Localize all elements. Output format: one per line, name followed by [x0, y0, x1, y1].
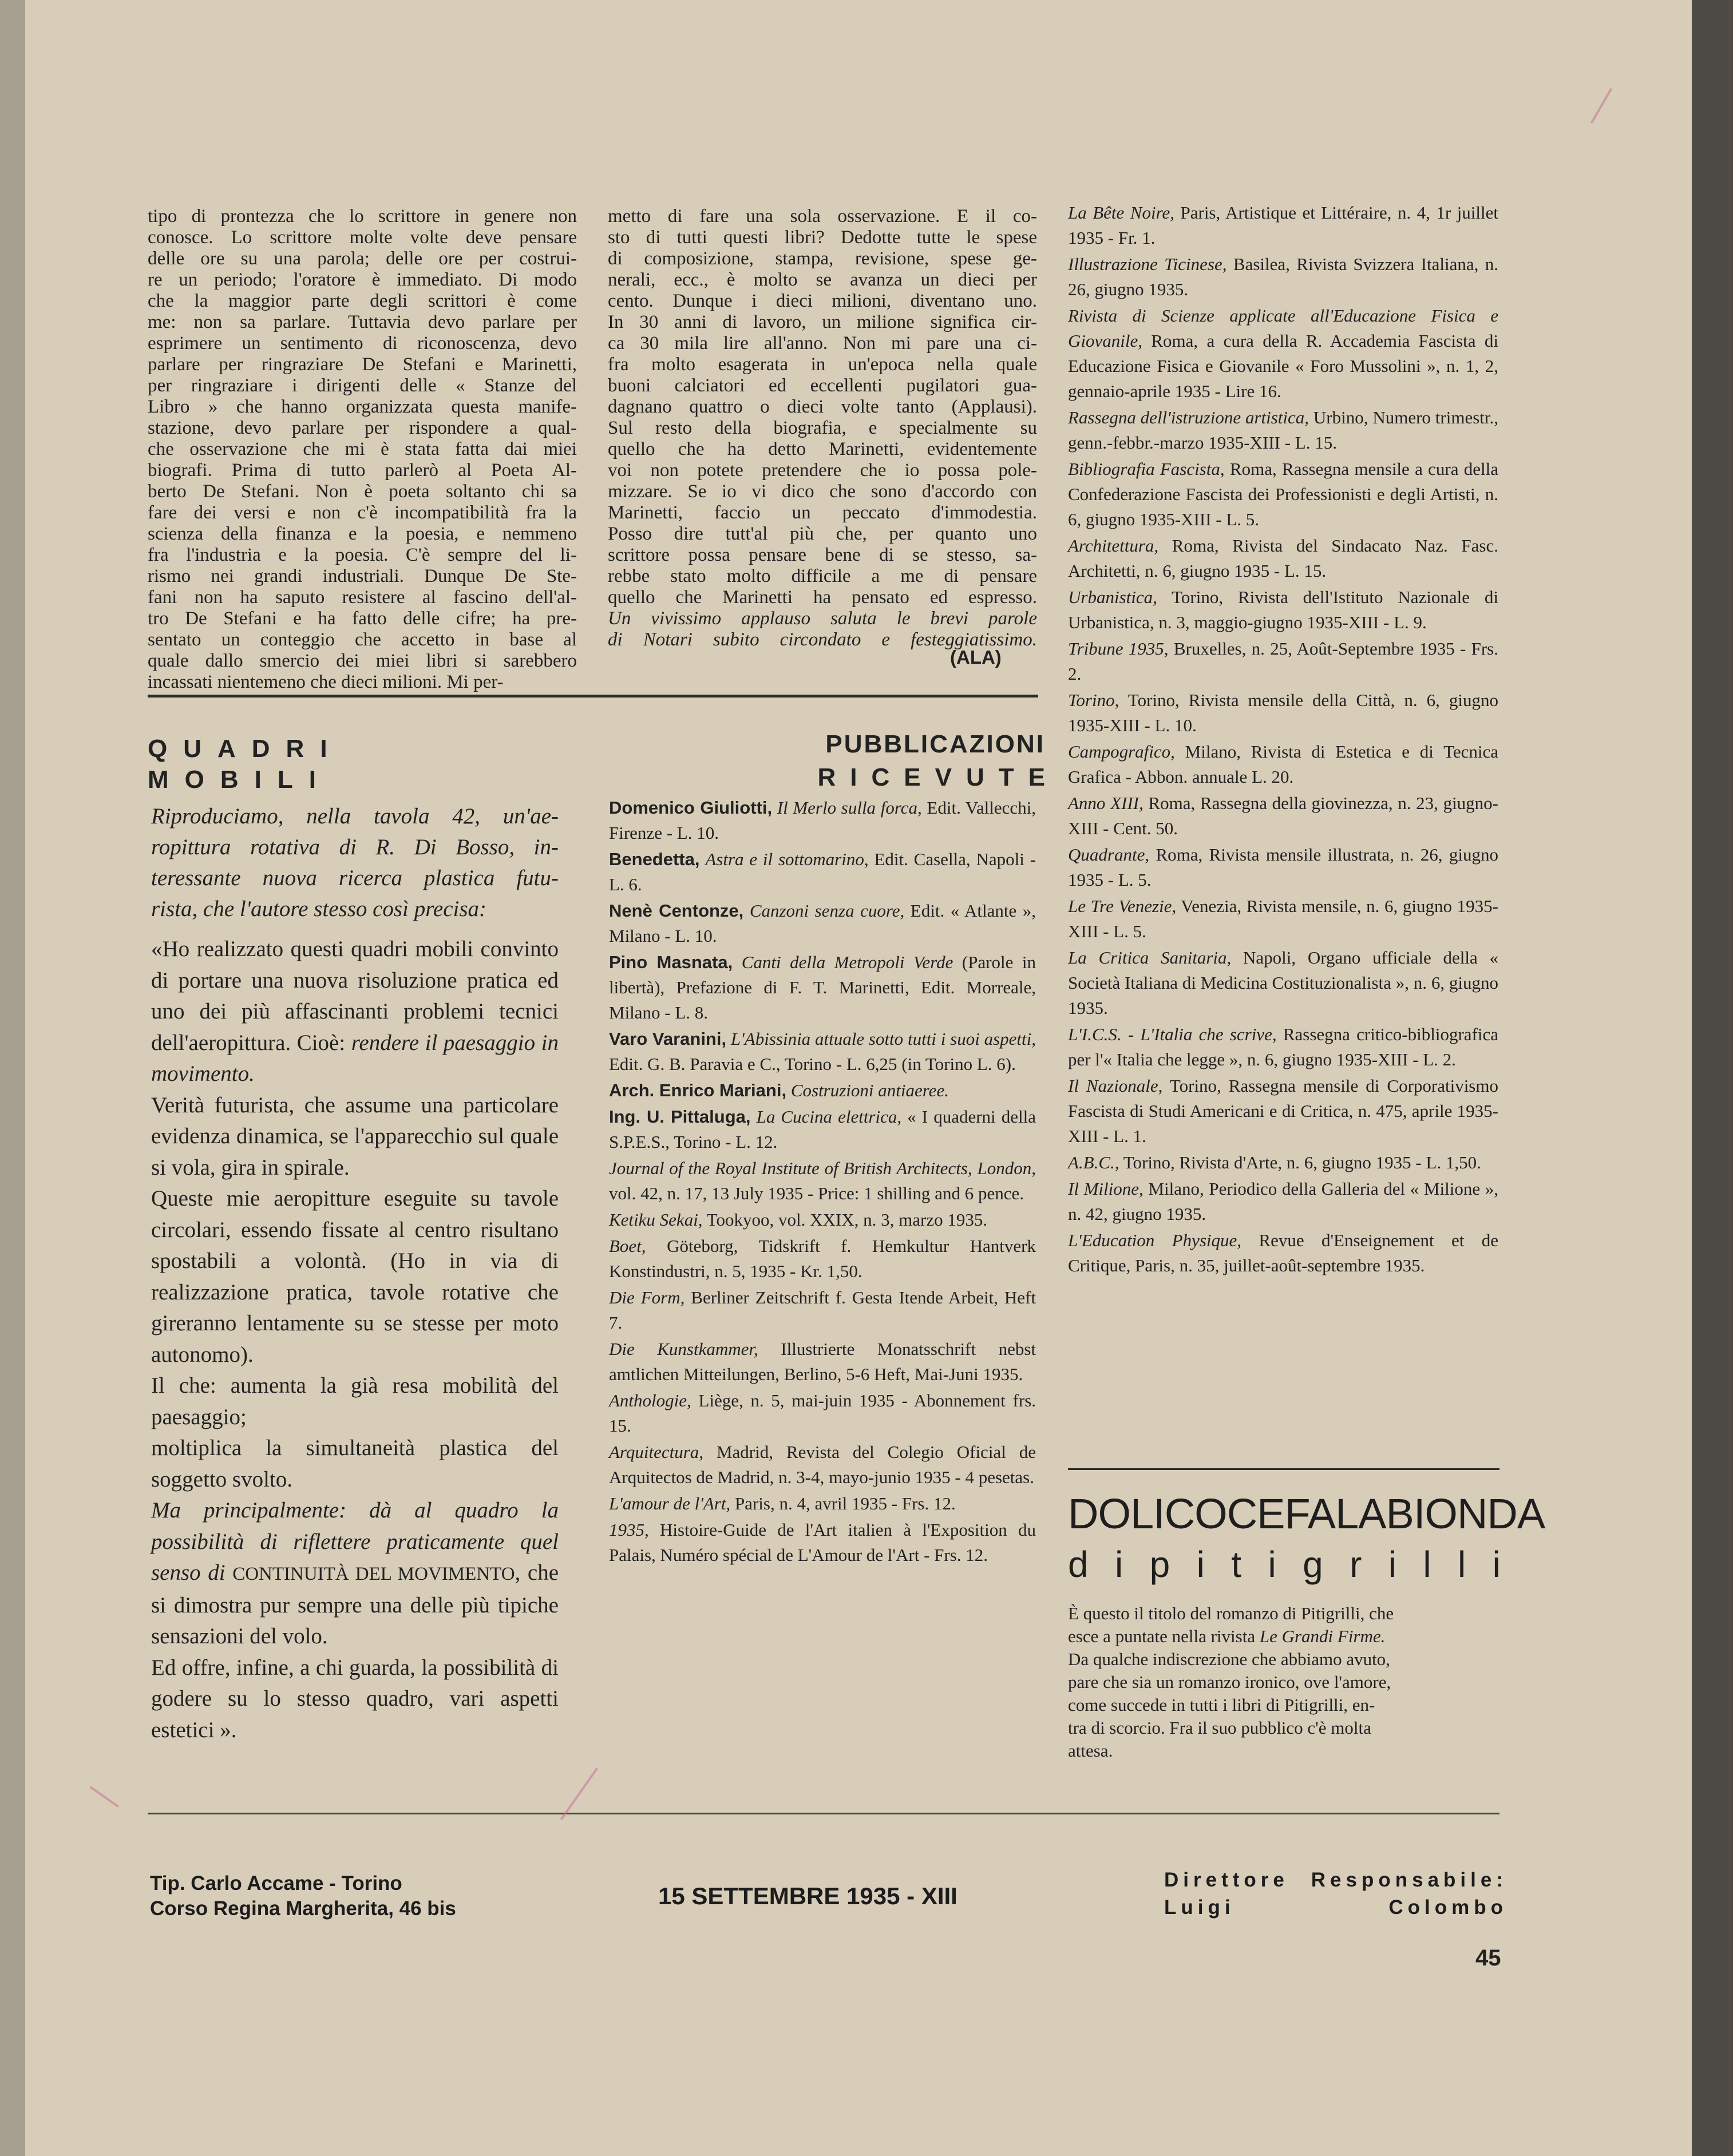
- text-line: conosce. Lo scrittore molte volte deve pensare: [148, 227, 577, 248]
- quadri-paragraph: Ma principalmente: dà al quadro la possibilità di riflettere praticamente quel senso di CONTINUITÀ DEL MOVIMENTO, che si dimostra pur sempre una delle più tipiche sensazioni del volo.: [151, 1498, 559, 1648]
- publication-entry: Urbanistica, Torino, Rivista dell'Istituto Nazionale di Urbanistica, n. 3, maggio-giugno 1935-XIII - L. 9.: [1068, 587, 1498, 632]
- publication-entry: Nenè Centonze, Canzoni senza cuore, Edit. « Atlante », Milano - L. 10.: [609, 901, 1036, 946]
- publication-entry: L'Education Physique, Revue d'Enseignement et de Critique, Paris, n. 35, juillet-août-septembre 1935.: [1068, 1230, 1498, 1275]
- text-line: buoni calciatori ed eccellenti pugilatori gua-: [608, 375, 1037, 396]
- publication-entry: Domenico Giuliotti, Il Merlo sulla forca, Edit. Vallecchi, Firenze - L. 10.: [609, 798, 1036, 843]
- author-letter: i: [1115, 1544, 1123, 1585]
- quadri-paragraph: moltiplica la simultaneità plastica del soggetto svolto.: [151, 1436, 559, 1492]
- text-line: quello che Marinetti ha pensato ed espresso.: [608, 587, 1037, 608]
- publication-entry: Varo Varanini, L'Abissinia attuale sotto tutti i suoi aspetti, Edit. G. B. Paravia e C., Torino - L. 6,25 (in Torino L. 6).: [609, 1029, 1036, 1074]
- publication-entry: Tribune 1935, Bruxelles, n. 25, Août-Septembre 1935 - Frs. 2.: [1068, 639, 1498, 684]
- publication-entry: Torino, Torino, Rivista mensile della Città, n. 6, giugno 1935-XIII - L. 10.: [1068, 690, 1498, 735]
- publication-entry: Ketiku Sekai, Tookyoo, vol. XXIX, n. 3, marzo 1935.: [609, 1210, 988, 1230]
- text-line: di Notari subito circondato e festeggiatissimo.: [608, 629, 1037, 650]
- text-line: fani non ha saputo resistere al fascino dell'al-: [148, 587, 577, 608]
- publication-entry: Quadrante, Roma, Rivista mensile illustrata, n. 26, giugno 1935 - L. 5.: [1068, 845, 1499, 890]
- quadri-title-line-1: QUADRI: [148, 735, 343, 763]
- text-line: berto De Stefani. Non è poeta soltanto chi sa: [148, 481, 577, 502]
- article-signature: (ALA): [950, 647, 1002, 668]
- dolicocefala-author: [1068, 1541, 1501, 1587]
- text-line: rismo nei grandi industriali. Dunque De Ste-: [148, 566, 577, 586]
- text-line: delle ore su una parola; delle ore per costrui-: [148, 248, 577, 269]
- quadri-title-line-2: MOBILI: [148, 766, 332, 794]
- publication-entry: Rassegna dell'istruzione artistica, Urbino, Numero trimestr., genn.-febbr.-marzo 1935-XIII - L. 15.: [1068, 407, 1498, 453]
- text-line: quello che ha detto Marinetti, evidentemente: [608, 439, 1037, 459]
- scan-mark: [89, 1786, 118, 1808]
- publication-entry: Pino Masnata, Canti della Metropoli Verde (Parole in libertà), Prefazione di F. T. Marinetti, Edit. Morreale, Milano - L. 8.: [609, 952, 1036, 1022]
- text-line: esprimere un sentimento di riconoscenza, devo: [148, 333, 577, 354]
- dolicocefala-title-word: BIONDA: [1386, 1490, 1545, 1537]
- director-info: Direttore Responsabile: Luigi Colombo: [1164, 1869, 1508, 1919]
- publication-entry: Le Tre Venezie, Venezia, Rivista mensile, n. 6, giugno 1935-XIII - L. 5.: [1068, 896, 1498, 941]
- text-line: voi non potete pretendere che io possa pole-: [608, 460, 1037, 481]
- text-line: sto di tutti questi libri? Dedotte tutte le spese: [608, 227, 1037, 248]
- text-line: mizzare. Se io vi dico che sono d'accordo con: [608, 481, 1037, 502]
- publication-entry: Arquitectura, Madrid, Revista del Colegio Oficial de Arquitectos de Madrid, n. 3-4, mayo-junio 1935 - 4 pesetas.: [609, 1442, 1036, 1487]
- text-line: scrittore possa pensare bene di se stesso, sa-: [608, 545, 1037, 565]
- author-letter: i: [1492, 1544, 1501, 1585]
- text-line: fra molto esagerata in un'epoca nella quale: [608, 354, 1037, 375]
- author-letter: r: [1350, 1544, 1362, 1585]
- text-line: Libro » che hanno organizzata questa manife-: [148, 397, 577, 417]
- publication-entry: Illustrazione Ticinese, Basilea, Rivista Svizzera Italiana, n. 26, giugno 1935.: [1068, 254, 1498, 299]
- text-line: che osservazione che mi è stata fatta dai miei: [148, 439, 577, 459]
- author-letter: g: [1303, 1544, 1323, 1585]
- text-line: ca 30 mila lire all'anno. Non mi pare una ci-: [608, 333, 1037, 354]
- author-letter: l: [1458, 1544, 1466, 1585]
- pubblicazioni-title: [784, 728, 1059, 794]
- text-line: metto di fare una sola osservazione. E il co-: [608, 206, 1037, 227]
- text-line: Riproduciamo, nella tavola 42, un'ae-: [151, 804, 559, 829]
- publication-entry: Ing. U. Pittaluga, La Cucina elettrica, « I quaderni della S.P.E.S., Torino - L. 12.: [609, 1107, 1036, 1152]
- publication-entry: Die Kunstkammer, Illustrierte Monatsschrift nebst amtlichen Mitteilungen, Berlino, 5-6 Heft, Mai-Juni 1935.: [609, 1339, 1036, 1384]
- text-line: Posso dire tutt'al più che, per quanto uno: [608, 524, 1037, 544]
- text-line: rebbe stato molto difficile a me di pensare: [608, 566, 1037, 586]
- text-line: che la maggior parte degli scrittori è come: [148, 291, 577, 311]
- dolicocefala-title-word: DOLICOCEFALA: [1068, 1490, 1386, 1537]
- dolicocefala-title: [1068, 1490, 1545, 1538]
- text-line: parlare per ringraziare De Stefani e Marinetti,: [148, 354, 577, 375]
- author-letter: l: [1423, 1544, 1431, 1585]
- publication-entry: Rivista di Scienze applicate all'Educazione Fisica e Giovanile, Roma, a cura della R. Accademia Fascista di Educazione Fisica e Giovanile « Foro Mussolini », n. 1, 2, gennaio-aprile 1935 - Lire 16.: [1068, 306, 1498, 401]
- text-line: biografi. Prima di tutto parlerò al Poeta Al-: [148, 460, 577, 481]
- author-letter: d: [1068, 1544, 1089, 1585]
- pubblicazioni-title-line-1: PUBBLICAZIONI: [825, 730, 1045, 758]
- text-line: sentato un conteggio che accetto in base al: [148, 629, 577, 650]
- text-line: nerali, ecc., è molto se avanza un dieci per: [608, 270, 1037, 290]
- printer-line-2: Corso Regina Margherita, 46 bis: [150, 1897, 456, 1920]
- publication-entry: Die Form, Berliner Zeitschrift f. Gesta Itende Arbeit, Heft 7.: [609, 1287, 1036, 1333]
- text-line: re un periodo; l'oratore è immediato. Di modo: [148, 270, 577, 290]
- publication-entry: Journal of the Royal Institute of British Architects, London, vol. 42, n. 17, 13 July 1935 - Price: 1 shilling and 6 pence.: [609, 1158, 1036, 1203]
- publication-entry: Arch. Enrico Mariani, Costruzioni antiaeree.: [609, 1080, 949, 1100]
- scan-mark: [1590, 88, 1612, 124]
- section-divider: [148, 695, 1038, 697]
- dolicocefala-divider: [1068, 1468, 1499, 1470]
- issue-date: 15 SETTEMBRE 1935 - XIII: [658, 1882, 957, 1909]
- binding-shadow: [0, 0, 25, 2156]
- quadri-paragraph: Verità futurista, che assume una particolare evidenza dinamica, se l'apparecchio sul quale si vola, gira in spirale.: [151, 1092, 559, 1180]
- publication-entry: Il Milione, Milano, Periodico della Galleria del « Milione », n. 42, giugno 1935.: [1068, 1179, 1499, 1224]
- text-line: scienza della finanza e la poesia, e nemmeno: [148, 524, 577, 544]
- pubblicazioni-title-line-2: RICEVUTE: [817, 763, 1059, 791]
- publication-entry: Anno XIII, Roma, Rassegna della giovinezza, n. 23, giugno-XIII - Cent. 50.: [1068, 793, 1499, 838]
- publication-entry: Campografico, Milano, Rivista di Estetica e di Tecnica Grafica - Abbon. annuale L. 20.: [1068, 742, 1498, 787]
- publication-entry: Architettura, Roma, Rivista del Sindacato Naz. Fasc. Architetti, n. 6, giugno 1935 - L. 15.: [1068, 536, 1499, 581]
- pubblicazioni-list-2: [1068, 200, 1498, 1279]
- text-line: dagnano quattro o dieci volte tanto (Applausi).: [608, 397, 1037, 417]
- text-line: teressante nuova ricerca plastica futu-: [151, 866, 559, 890]
- text-line: In 30 anni di lavoro, un milione significa cir-: [608, 312, 1037, 332]
- author-letter: i: [1388, 1544, 1396, 1585]
- page-number: 45: [1475, 1945, 1501, 1971]
- publication-entry: Il Nazionale, Torino, Rassegna mensile di Corporativismo Fascista di Studi Americani e di Critica, n. 475, aprile 1935-XIII - L. 1.: [1068, 1076, 1498, 1146]
- text-line: cento. Dunque i dieci milioni, diventano uno.: [608, 291, 1037, 311]
- text-line: fare dei versi e non c'è incompatibilità fra la: [148, 502, 577, 523]
- publication-entry: Bibliografia Fascista, Roma, Rassegna mensile a cura della Confederazione Fascista dei Professionisti e degli Artisti, n. 6, giugno 1935-XIII - L. 5.: [1068, 459, 1498, 529]
- quadri-body: [151, 934, 559, 1746]
- author-letter: i: [1196, 1544, 1205, 1585]
- text-line: Sul resto della biografia, e specialmente su: [608, 418, 1037, 438]
- text-line: incassati nientemeno che dieci milioni. Mi per-: [148, 672, 504, 692]
- printer-line-1: Tip. Carlo Accame - Torino: [150, 1872, 402, 1895]
- quadri-paragraph: Queste mie aeropitture eseguite su tavole circolari, essendo fissate al centro risultano spostabili a volontà. (Ho in via di realizzazione pratica, tavole rotative che gireranno lentamente su se stesse per moto autonomo).: [151, 1186, 559, 1367]
- publication-entry: La Critica Sanitaria, Napoli, Organo ufficiale della « Società Italiana di Medicina Costituzionalista », n. 6, giugno 1935.: [1068, 948, 1499, 1018]
- author-letter: t: [1231, 1544, 1242, 1585]
- text-line: quale dallo smercio dei miei libri si sarebbero: [148, 651, 577, 671]
- publication-entry: A.B.C., Torino, Rivista d'Arte, n. 6, giugno 1935 - L. 1,50.: [1068, 1152, 1481, 1172]
- footer-divider: [148, 1813, 1499, 1814]
- article-column-1: [148, 206, 577, 693]
- publication-entry: L'amour de l'Art, Paris, n. 4, avril 1935 - Frs. 12.: [609, 1493, 956, 1513]
- text-line: rista, che l'autore stesso così precisa:: [151, 897, 487, 921]
- text-line: tro De Stefani e ha fatto delle cifre; ha pre-: [148, 608, 577, 629]
- dolicocefala-body: È questo il titolo del romanzo di Pitigrilli, che esce a puntate nella rivista Le Grandi Firme. Da qualche indiscrezione che abbiamo avuto, pare che sia un romanzo ironico, ove l'amore, come succede in tutti i libri di Pitigrilli, en- tra di scorcio. Fra il suo pubblico c'è molta attesa.: [1068, 1603, 1394, 1761]
- publication-entry: La Bête Noire, Paris, Artistique et Littéraire, n. 4, 1r juillet 1935 - Fr. 1.: [1068, 203, 1499, 248]
- article-column-2: [608, 206, 1037, 651]
- quadri-paragraph: «Ho realizzato questi quadri mobili convinto di portare una nuova risoluzione pratica ed uno dei più affascinanti problemi tecnici dell'aeropittura. Cioè: rendere il paesaggio in movimento.: [151, 937, 559, 1086]
- author-letter: p: [1149, 1544, 1170, 1585]
- publication-entry: Anthologie, Liège, n. 5, mai-juin 1935 - Abonnement frs. 15.: [609, 1390, 1036, 1436]
- text-line: per ringraziare i dirigenti delle « Stanze del: [148, 375, 577, 396]
- pubblicazioni-list-1: [609, 795, 1036, 1569]
- quadri-title: [148, 734, 343, 795]
- publication-entry: L'I.C.S. - L'Italia che scrive, Rassegna critico-bibliografica per l'« Italia che legge », n. 6, giugno 1935-XIII - L. 2.: [1068, 1024, 1499, 1069]
- quadri-paragraph: Il che: aumenta la già resa mobilità del paesaggio;: [151, 1373, 559, 1429]
- text-line: tipo di prontezza che lo scrittore in genere non: [148, 206, 577, 227]
- publication-entry: 1935, Histoire-Guide de l'Art italien à l'Exposition du Palais, Numéro spécial de L'Amour de l'Art - Frs. 12.: [609, 1520, 1036, 1565]
- scan-edge: [1692, 0, 1733, 2156]
- printer-info: [150, 1871, 456, 1921]
- author-letter: i: [1268, 1544, 1276, 1585]
- text-line: Marinetti, faccio un peccato d'immodestia.: [608, 502, 1037, 523]
- text-line: ropittura rotativa di R. Di Bosso, in-: [151, 835, 559, 859]
- text-line: di composizione, stampa, revisione, spese ge-: [608, 248, 1037, 269]
- text-line: me: non sa parlare. Tuttavia devo parlare per: [148, 312, 577, 332]
- text-line: Un vivissimo applauso saluta le brevi parole: [608, 608, 1037, 629]
- text-line: fra l'industria e la poesia. C'è sempre del li-: [148, 545, 577, 565]
- quadri-paragraph: Ed offre, infine, a chi guarda, la possibilità di godere su lo stesso quadro, vari aspetti estetici ».: [151, 1655, 559, 1742]
- publication-entry: Boet, Göteborg, Tidskrift f. Hemkultur Hantverk Konstindustri, n. 5, 1935 - Kr. 1,50.: [609, 1236, 1036, 1281]
- publication-entry: Benedetta, Astra e il sottomarino, Edit. Casella, Napoli - L. 6.: [609, 849, 1036, 894]
- quadri-intro: [151, 801, 559, 925]
- text-line: stazione, devo parlare per rispondere a qual-: [148, 418, 577, 438]
